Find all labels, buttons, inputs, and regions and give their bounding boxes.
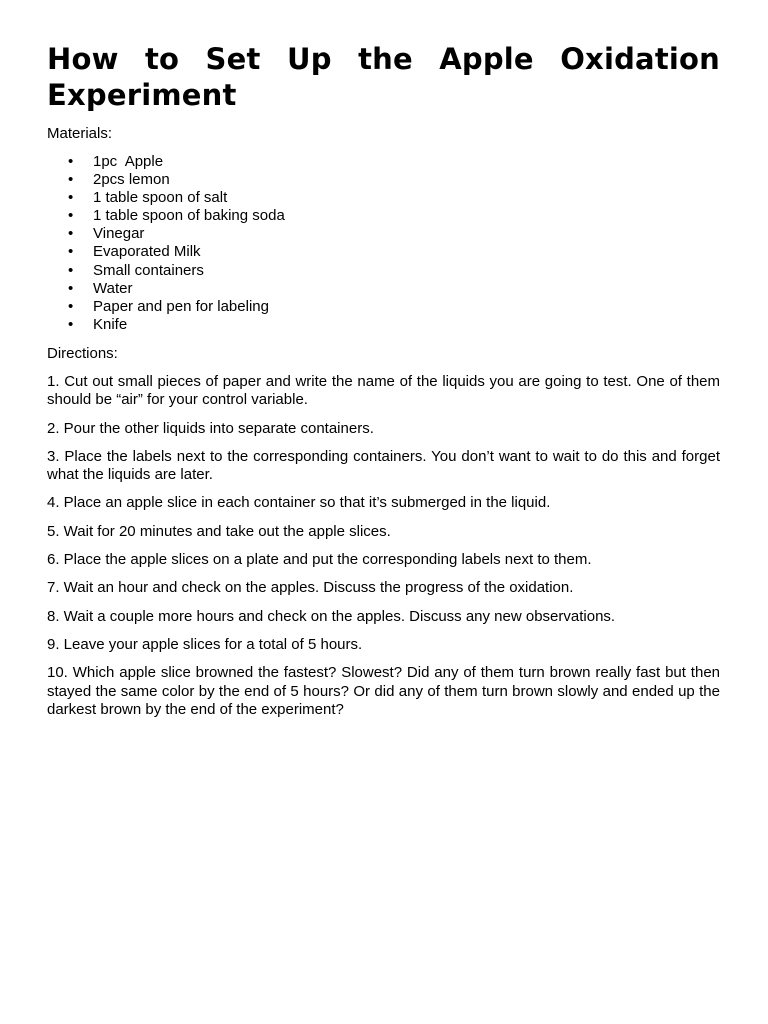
bullet-icon: •	[68, 225, 74, 243]
bullet-icon: •	[68, 153, 74, 170]
direction-step: 4. Place an apple slice in each container so that it’s submerged in the liquid.	[47, 494, 551, 512]
list-item	[47, 298, 720, 316]
materials-list	[47, 153, 720, 334]
directions-steps	[47, 373, 720, 719]
direction-step: 6. Place the apple slices on a plate and put the corresponding labels next to them.	[47, 551, 592, 569]
list-item	[47, 243, 720, 261]
list-item	[47, 207, 720, 225]
bullet-icon: •	[68, 315, 74, 333]
bullet-icon: •	[68, 243, 74, 261]
direction-step: 2. Pour the other liquids into separate containers.	[47, 419, 374, 437]
list-item	[47, 262, 720, 280]
list-item	[47, 280, 720, 298]
direction-step: 10. Which apple slice browned the fastest? Slowest? Did any of them turn brown really fast but then stayed the same color by the end of 5 hours? Or did any of them turn brown slowly and ended up the darkest brown by the end of the experiment?	[47, 664, 720, 718]
direction-step: 8. Wait a couple more hours and check on the apples. Discuss any new observations.	[47, 607, 616, 625]
list-item	[47, 153, 720, 171]
direction-step: 9. Leave your apple slices for a total of 5 hours.	[47, 635, 363, 653]
bullet-icon: •	[68, 297, 74, 315]
material-item-label: 1 table spoon of baking soda	[93, 207, 285, 225]
document-page	[47, 41, 720, 729]
material-item-label: 1pc Apple	[93, 153, 164, 170]
material-item-label: Evaporated Milk	[93, 243, 201, 261]
bullet-icon: •	[68, 207, 74, 225]
material-item-label: Knife	[93, 315, 128, 333]
bullet-icon: •	[68, 279, 74, 297]
list-item	[47, 189, 720, 207]
direction-step: 5. Wait for 20 minutes and take out the apple slices.	[47, 522, 391, 540]
material-item-label: Paper and pen for labeling	[93, 297, 269, 315]
directions-heading: Directions:	[47, 344, 118, 362]
document-title: How to Set Up the Apple Oxidation Experiment	[47, 42, 720, 112]
material-item-label: Water	[93, 279, 133, 297]
list-item	[47, 225, 720, 243]
materials-heading: Materials:	[47, 125, 113, 142]
material-item-label: Vinegar	[93, 225, 145, 243]
direction-step: 1. Cut out small pieces of paper and write the name of the liquids you are going to test. One of them should be “air” for your control variable.	[47, 372, 720, 409]
material-item-label: 2pcs lemon	[93, 171, 170, 189]
direction-step: 3. Place the labels next to the corresponding containers. You don’t want to wait to do this and forget what the liquids are later.	[47, 447, 720, 484]
bullet-icon: •	[68, 189, 74, 207]
list-item	[47, 316, 720, 334]
material-item-label: Small containers	[93, 261, 204, 279]
material-item-label: 1 table spoon of salt	[93, 189, 228, 207]
bullet-icon: •	[68, 171, 74, 189]
bullet-icon: •	[68, 261, 74, 279]
list-item	[47, 171, 720, 189]
direction-step: 7. Wait an hour and check on the apples. Discuss the progress of the oxidation.	[47, 579, 574, 597]
